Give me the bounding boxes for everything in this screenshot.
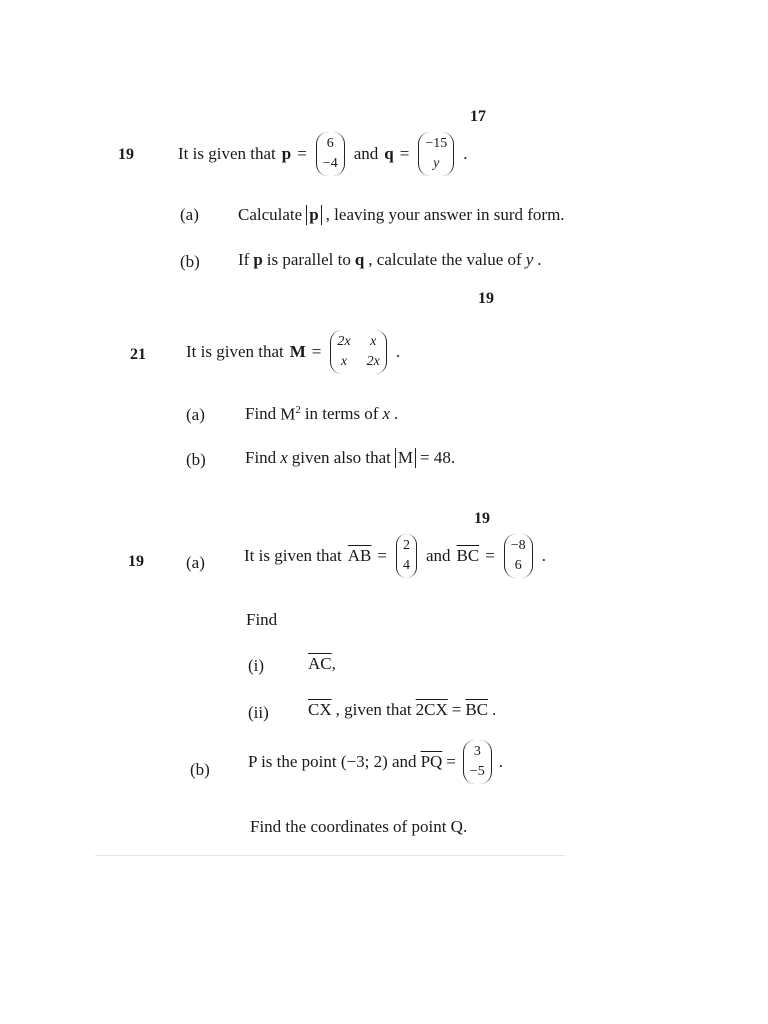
part-b-text: Find x given also that M = 48. — [245, 448, 456, 467]
page-number: 17 — [470, 108, 486, 125]
question-stem: It is given that p = 6 −4 and q = −15 y . — [178, 132, 467, 176]
question-number: 21 — [130, 346, 146, 363]
matrix-m: 2x x x 2x — [330, 330, 386, 374]
vector-bc: −8 6 — [504, 534, 533, 578]
subpart-label: (ii) — [248, 703, 269, 722]
part-label: (b) — [186, 450, 206, 469]
part-a-text: Find $M^2$ in terms of x . — [245, 404, 399, 424]
vector-ab: 2 4 — [396, 534, 417, 578]
part-label: (a) — [180, 205, 199, 224]
part-label: (b) — [180, 252, 200, 271]
subpart-label: (i) — [248, 656, 265, 675]
vector-q: −15 y — [418, 132, 454, 176]
vector-p: 6 −4 — [316, 132, 345, 176]
scan-edge-line — [95, 855, 565, 856]
page-number: 19 — [478, 290, 494, 307]
question-number: 19 — [128, 553, 144, 570]
find-label: Find — [246, 610, 278, 629]
subpart-ii-text: $\overline{CX}$ , given that 2CX = $\overline{BC}$ . — [308, 700, 497, 719]
part-label: (a) — [186, 553, 205, 572]
part-a-text: Calculate p , leaving your answer in surd form. — [238, 205, 565, 224]
question-number: 19 — [118, 146, 134, 163]
vector-pq: 3 −5 — [463, 740, 492, 784]
part-label: (b) — [190, 760, 210, 779]
part-b-text: P is the point (−3; 2) and $\overline{PQ}$ = 3 −5 . — [248, 740, 503, 784]
page-number: 19 — [474, 510, 490, 527]
question-stem: It is given that M = 2x x x 2x . — [186, 330, 400, 374]
question-stem: It is given that $\overline{AB}$ = 2 4 and $\overline{BC}$ = −8 6 . — [244, 534, 546, 578]
part-b-text: If p is parallel to q , calculate the value of y . — [238, 250, 542, 269]
subpart-i-text: $\overline{AC}$ , — [308, 654, 336, 673]
final-instruction: Find the coordinates of point Q. — [250, 817, 468, 836]
part-label: (a) — [186, 405, 205, 424]
